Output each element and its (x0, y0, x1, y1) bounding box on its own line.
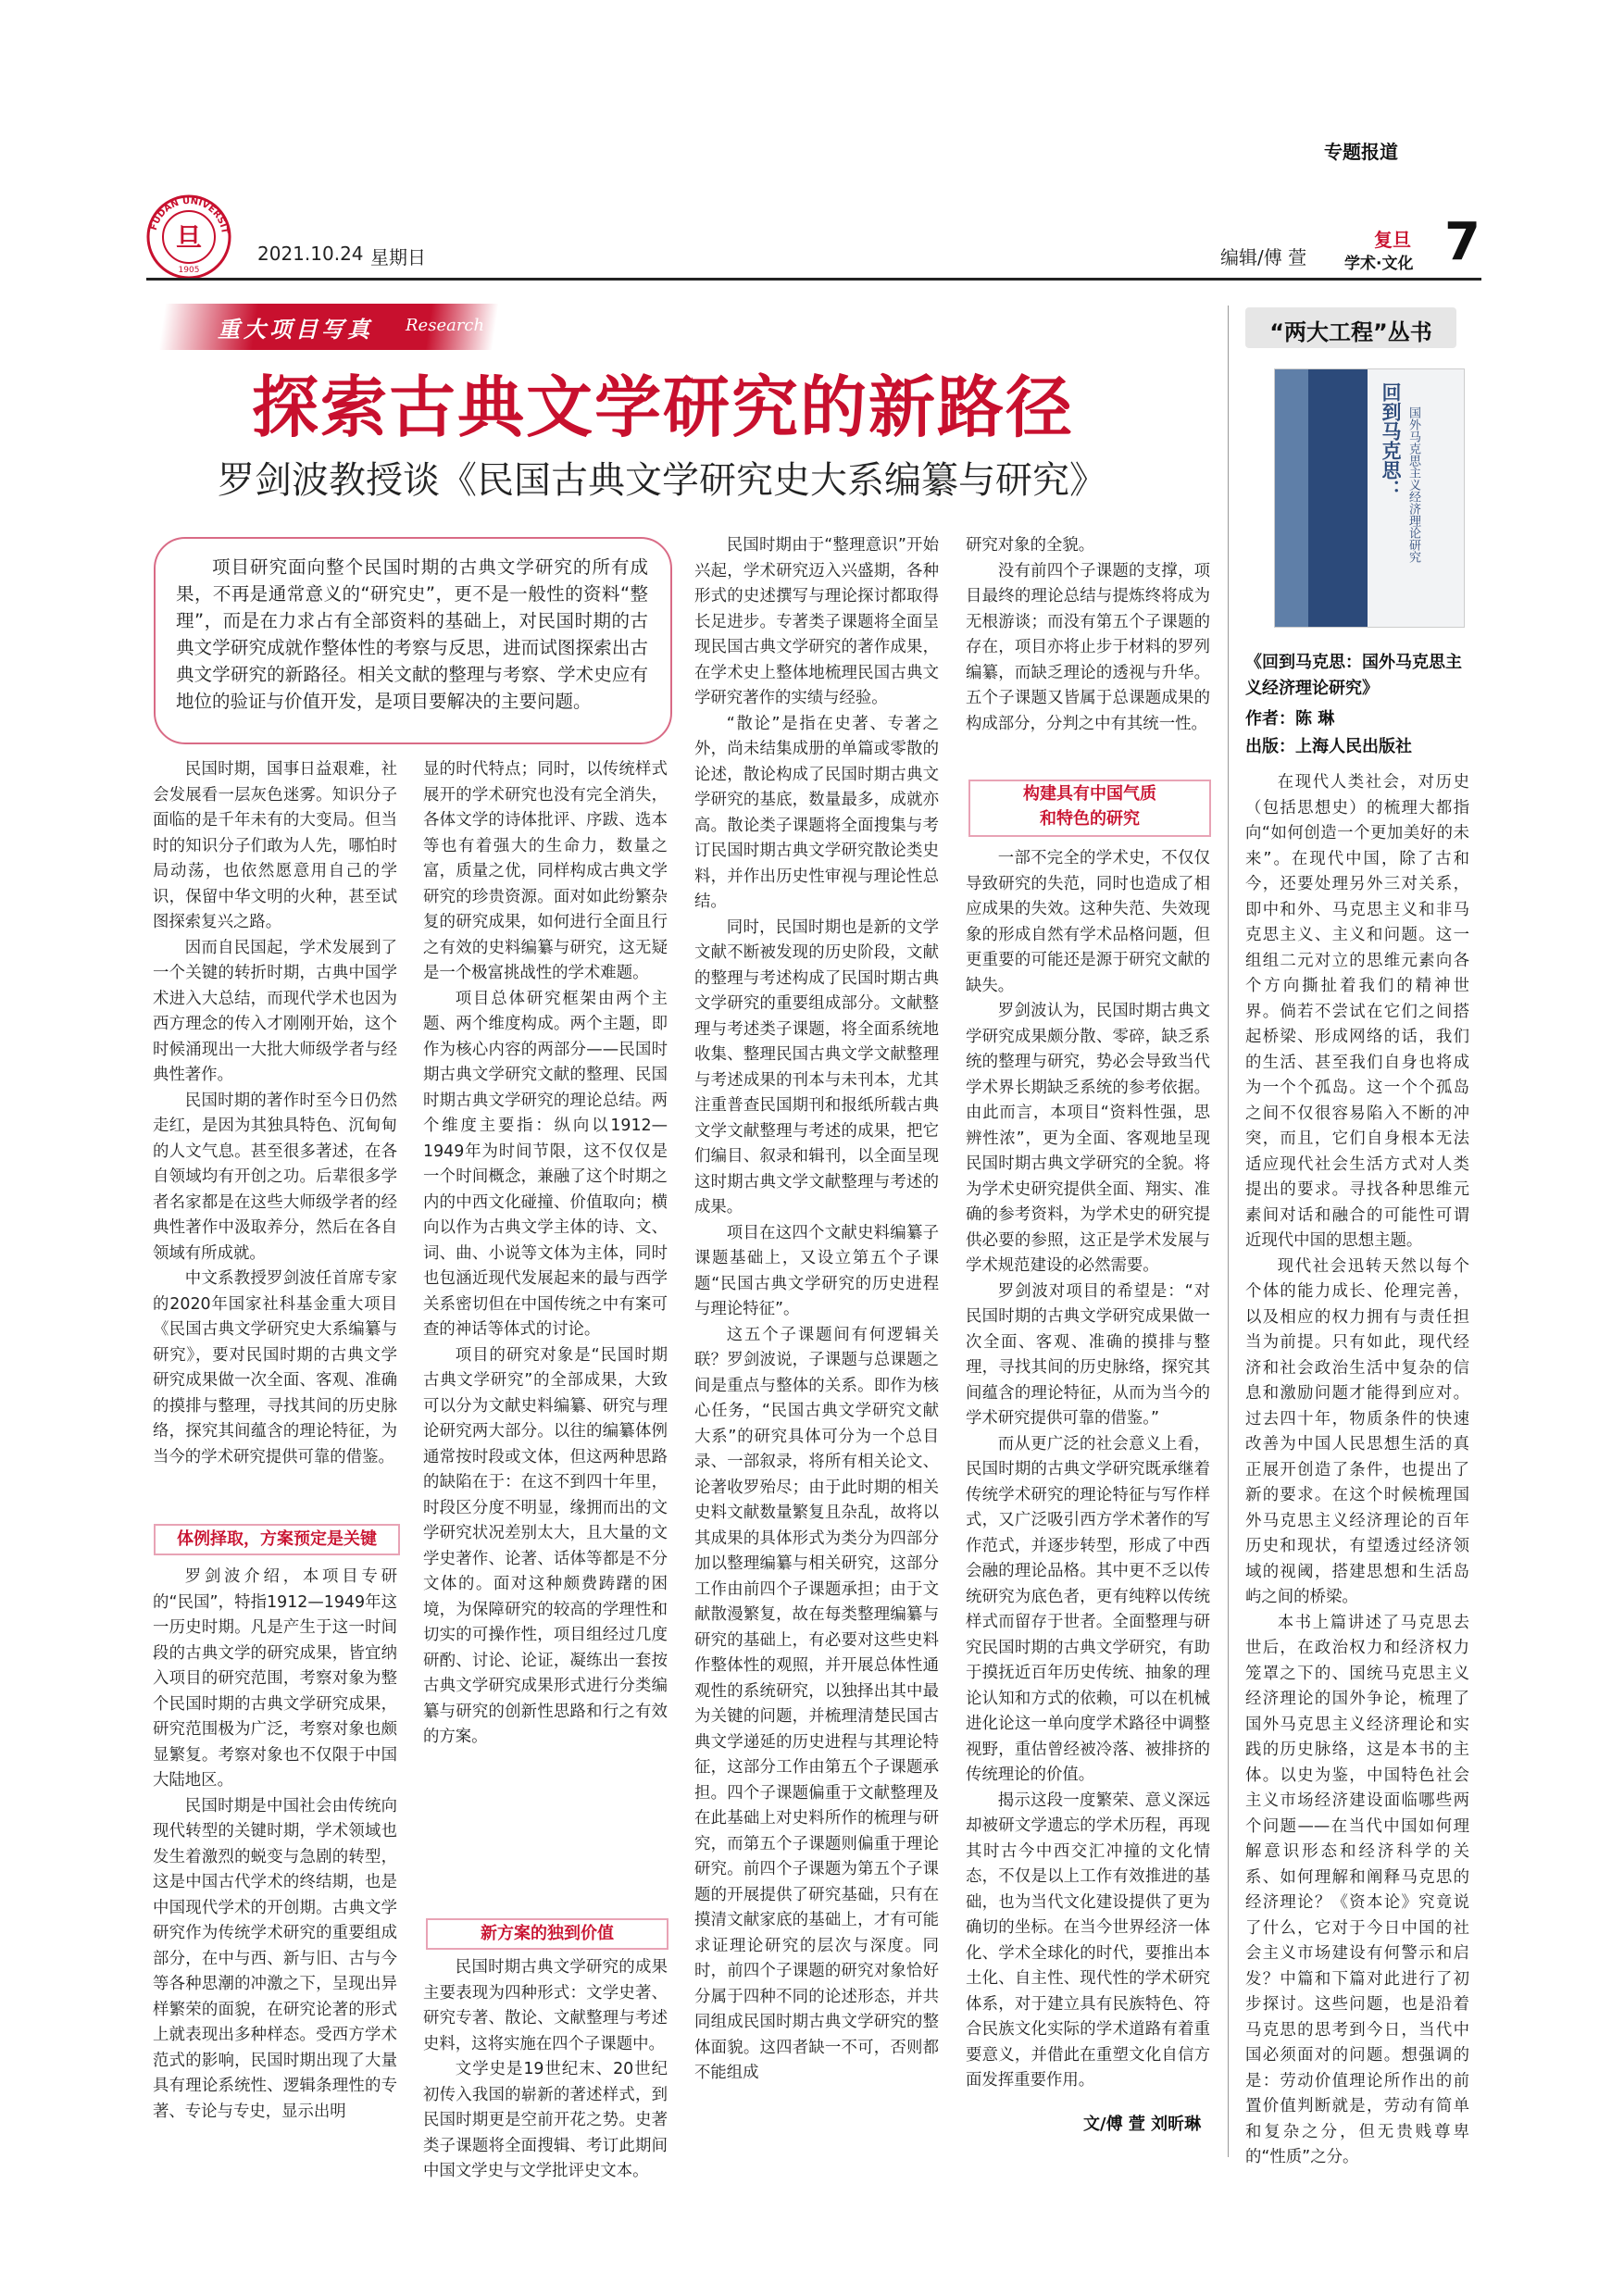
paragraph: 因而自民国起，学术发展到了一个关键的转折时期，古典中国学术进入大总结，而现代学术也因为西方理念的传入才刚刚开始，这个时候涌现出一大批大师级学者与经典性著作。 (153, 938, 397, 1084)
author-credit: 文/傅 萱 刘昕琳 (1083, 2115, 1202, 2134)
paper-name: 复旦 (1374, 229, 1411, 251)
paragraph: 民国时期，国事日益艰难，社会发展看一层灰色迷雾。知识分子面临的是千年未有的大变局。但当时的知识分子们敢为人先，哪怕时局动荡，也依然愿意用自己的学识，保留中华文明的火种，甚至试图探索复兴之路。 (153, 760, 397, 931)
page-number: 7 (1444, 212, 1480, 272)
article-subtitle: 罗剑波教授谈《民国古典文学研究史大系编纂与研究》 (218, 459, 1106, 502)
page-column: 学术·文化 (1344, 255, 1414, 273)
book-cover (1274, 368, 1465, 628)
subheading-3-line2: 和特色的研究 (1040, 809, 1140, 829)
section-label: 专题报道 (1324, 141, 1398, 163)
issue-date: 2021.10.24 (257, 243, 364, 265)
subheading-3 (968, 780, 1211, 837)
subheading-2: 新方案的独到价值 (426, 1918, 668, 1950)
issue-weekday: 星期日 (370, 246, 426, 268)
paragraph: 一部不完全的学术史，不仅仅导致研究的失范，同时也造成了相应成果的失效。这种失范、失效现象的形成自然有学术品格问题，但更重要的可能还是源于研究文献的缺失。 (966, 849, 1210, 995)
column-4-bottom (966, 846, 1210, 2105)
paragraph: 民国时期是中国社会由传统向现代转型的关键时期，学术领域也发生着激烈的蜕变与急剧的转型，这是中国古代学术的终结期，也是中国现代学术的开创期。古典文学研究作为传统学术研究的重要组成部分，在中与西、新与旧、古与今等各种思潮的冲激之下，呈现出异样繁荣的面貌，在研究论著的形式上就表现出多种样态。受西方学术范式的影响，民国时期出现了大量具有理论系统性、逻辑条理性的专著、专论与专史，显示出明 (153, 1796, 397, 2121)
paragraph: 民国时期古典文学研究的成果主要表现为四种形式：文学史著、研究专著、散论、文献整理与考述史料，这将实施在四个子课题中。 (423, 1958, 668, 2053)
abstract-text: 项目研究面向整个民国时期的古典文学研究的所有成果，不再是通常意义的“研究史”，更不是一般性的资料“整理”，而是在力求占有全部资料的基础上，对民国时期的古典文学研究成就作整体性的考察与反思，进而试图探索出古典文学研究的新路径。相关文献的整理与考察、学术史应有地位的验证与价值开发，是项目要解决的主要问题。 (176, 556, 648, 712)
paragraph: 本书上篇讲述了马克思去世后，在政治权力和经济权力笼罩之下的、国统马克思主义经济理论的国外争论，梳理了国外马克思主义经济理论和实践的历史脉络，这是本书的主体。以史为鉴，中国特色社会主义市场经济建设面临哪些两个问题——在当代中国如何理解意识形态和经济科学的关系、如何理解和阐释马克思的经济理论？《资本论》究竟说了什么，它对于今日中国的社会主义市场建设有何警示和启发？中篇和下篇对此进行了初步探讨。这些问题，也是沿着马克思的思考到今日，当代中国必须面对的问题。想强调的是：劳动价值理论所作出的前置价值判断就是，劳动有简单和复杂之分，但无贵贱尊卑的“性质”之分。 (1245, 1613, 1469, 2166)
sidebar-heading: “两大工程”丛书 (1269, 319, 1432, 345)
paragraph: 现代社会迅转天然以每个个体的能力成长、伦理完善，以及相应的权力拥有与责任担当为前提。只有如此，现代经济和社会政治生活中复杂的信息和激励问题才能得到应对。过去四十年，物质条件的快速改善为中国人民思想生活的真正展开创造了条件，也提出了新的要求。在这个时候梳理国外马克思主义经济理论的百年历史和现状，有望透过经济领域的视阈，搭建思想和生活岛屿之间的桥梁。 (1245, 1256, 1469, 1606)
paragraph: 项目总体研究框架由两个主题、两个维度构成。两个主题，即作为核心内容的两部分——民国时期古典文学研究文献的整理、民国时期古典文学研究的理论总结。两个维度主要指：纵向以1912—1949年为时间节限，这不仅仅是一个时间概念，兼融了这个时期之内的中西文化碰撞、价值取向；横向以作为古典文学主体的诗、文、词、曲、小说等文体为主体，同时也包涵近现代发展起来的最与西学关系密切但在中国传统之中有案可查的神话等体式的讨论。 (423, 989, 668, 1339)
paragraph: 而从更广泛的社会意义上看，民国时期的古典文学研究既承继着传统学术研究的理论特征与写作样式，又广泛吸引西方学术著作的写作范式，并逐步转型，形成了中西会融的理论品格。其中更不乏以传统研究为底色者，更有纯粹以传统样式而留存于世者。全面整理与研究民国时期的古典文学研究，有助于摸抚近百年历史传统、抽象的理论认知和方式的依赖，可以在机械进化论这一单向度学术路径中调整视野，重估曾经被冷落、被排挤的传统理论的价值。 (966, 1434, 1210, 1784)
seal-text: FUDAN UNIVERSIT (148, 195, 230, 235)
paragraph: “散论”是指在史著、专著之外，尚未结集成册的单篇或零散的论述，散论构成了民国时期古典文学研究的基底，数量最多，成就亦高。散论类子课题将全面搜集与考订民国时期古典文学研究散论类史料，并作出历史性审视与理论性总结。 (694, 714, 939, 911)
banner-en: Research (406, 316, 485, 335)
paragraph: 揭示这段一度繁荣、意义深远却被研文学遗忘的学术历程，再现其时古今中西交汇冲撞的文化情态，不仅是以上工作有效推进的基础，也为当代文化建设提供了更为确切的坐标。在当今世界经济一体化、学术全球化的时代，要推出本土化、自主性、现代性的学术研究体系，对于建立具有民族特色、符合民族文化实际的学术道路有着重要意义，并借此在重塑文化自信方面发挥重要作用。 (966, 1791, 1210, 2090)
paragraph: 没有前四个子课题的支撑，项目最终的理论总结与提炼终将成为无根游谈；而没有第五个子课题的存在，项目亦将止步于材料的罗列编纂，而缺乏理论的透视与升华。五个子课题又皆属于总课题成果的构成部分，分判之中有其统一性。 (966, 561, 1210, 733)
sidebar-body (1245, 770, 1469, 2166)
paragraph: 民国时期由于“整理意识”开始兴起，学术研究迈入兴盛期，各种形式的史述撰写与理论探讨都取得长足进步。专著类子课题将全面呈现民国古典文学研究的著作成果，在学术史上整体地梳理民国古典文学研究著作的实绩与经验。 (694, 536, 939, 707)
paragraph: 罗剑波认为，民国时期古典文学研究成果颇分散、零碎，缺乏系统的整理与研究，势必会导致当代学术界长期缺乏系统的参考依据。由此而言，本项目“资料性强，思辨性浓”，更为全面、客观地呈现民国时期古典文学研究的全貌。将为学术史研究提供全面、翔实、准确的参考资料，为学术史的研究提供必要的参照，这正是学术发展与学术规范建设的必然需要。 (966, 1002, 1210, 1275)
book-cover-band (1275, 369, 1308, 627)
column-4-top (966, 533, 1210, 792)
column-2-bottom (423, 1955, 668, 2180)
paragraph: 罗剑波介绍，本项目专研的“民国”，特指1912—1949年这一历史时期。凡是产生于这一时间段的古典文学的研究成果，皆宜纳入项目的研究范围，考察对象为整个民国时期的古典文学研究成果，研究范围极为广泛，考察对象也颇显繁复。考察对象也不仅限于中国大陆地区。 (153, 1567, 397, 1790)
paragraph: 文学史是19世纪末、20世纪初传入我国的崭新的著述样式，到民国时期更是空前开花之势。史著类子课题将全面搜辑、考订此期间中国文学史与文学批评史文本。 (423, 2060, 668, 2180)
subheading-3-line1: 构建具有中国气质 (1023, 784, 1156, 804)
book-publisher: 出版：上海人民出版社 (1245, 737, 1412, 756)
paragraph: 研究对象的全貌。 (966, 536, 1095, 555)
editor-credit: 编辑/傅 萱 (1220, 246, 1307, 268)
paragraph: 这五个子课题间有何逻辑关联？罗剑波说，子课题与总课题之间是重点与整体的关系。即作为核心任务，“民国古典文学研究文献大系”的研究具体可分为一个总目录、一部叙录，将所有相关论文、论著收罗殆尽；由于此时期的相关史料文献数量繁复且杂乱，故将以其成果的具体形式为类分为四部分加以整理编纂与相关研究，这部分工作由前四个子课题承担；由于文献散漫繁复，故在每类整理编纂与研究的基础上，有必要对这些史料作整体性的观照，并开展总体性通观性的系统研究，以独择出其中最为关键的问题，并梳理清楚民国古典文学递延的历史进程与其理论特征，这部分工作由第五个子课题承担。四个子课题偏重于文献整理及在此基础上对史料所作的梳理与研究，而第五个子课题则偏重于理论研究。前四个子课题为第五个子课题的开展提供了研究基础，只有在摸清文献家底的基础上，才有可能求证理论研究的层次与深度。同时，前四个子课题的研究对象恰好分属于四种不同的论述形态，并共同组成民国时期古典文学研究的整体面貌。这四者缺一不可，否则都不能组成 (694, 1325, 939, 2082)
book-cover-subtitle: 国外马克思主义经济理论研究 (1406, 406, 1420, 563)
sidebar-divider (1228, 306, 1229, 2157)
seal-mark: 旦 (175, 222, 203, 253)
paragraph: 民国时期的著作时至今日仍然走红，是因为其独具特色、沉甸甸的人文气息。甚至很多著述，在各自领域均有开创之功。后辈很多学者名家都是在这些大师级学者的经典性著作中汲取养分，然后在各自领域有所成就。 (153, 1091, 397, 1263)
book-spine-band (1308, 369, 1368, 627)
paragraph: 显的时代特点；同时，以传统样式展开的学术研究也没有完全消失，各体文学的诗体批评、序跋、选本等也有着强大的生命力，数量之富，质量之优，同样构成古典文学研究的珍贵资源。面对如此纷繁杂复的研究成果，如何进行全面且行之有效的史料编纂与研究，这无疑是一个极富挑战性的学术难题。 (423, 760, 668, 982)
column-3 (694, 533, 939, 2153)
banner-label: 重大项目写真 (218, 316, 373, 343)
article-title: 探索古典文学研究的新路径 (252, 368, 1075, 446)
header-rule (146, 278, 1481, 281)
paragraph: 项目在这四个文献史料编纂子课题基础上，又设立第五个子课题“民国古典文学研究的历史进程与理论特征”。 (694, 1223, 939, 1318)
paragraph: 罗剑波对项目的希望是：“对民国时期的古典文学研究成果做一次全面、客观、准确的摸排与整理，寻找其间的历史脉络，探究其间蕴含的理论特征，从而为当今的学术研究提供可靠的借鉴。” (966, 1281, 1210, 1428)
paragraph: 同时，民国时期也是新的文学文献不断被发现的历史阶段，文献的整理与考述构成了民国时期古典文学研究的重要组成部分。文献整理与考述类子课题，将全面系统地收集、整理民国古典文学文献整理与考述成果的刊本与未刊本，尤其注重普查民国期刊和报纸所载古典文学文献整理与考述的成果，把它们编目、叙录和辑刊，以全面呈现这时期古典文学文献整理与考述的成果。 (694, 917, 939, 1217)
paragraph: 在现代人类社会，对历史（包括思想史）的梳理大都指向“如何创造一个更加美好的未来”。在现代中国，除了古和今，还要处理另外三对关系，即中和外、马克思主义和非马克思主义、主义和问题。这一组组二元对立的思维元素向各个方向撕扯着我们的精神世界。倘若不尝试在它们之间搭起桥梁、形成网络的话，我们的生活、甚至我们自身也将成为一个个孤岛。这一个个孤岛之间不仅很容易陷入不断的冲突，而且，它们自身根本无法适应现代社会生活方式对人类提出的要求。寻找各种思维元素间对话和融合的可能性可谓近现代中国的思想主题。 (1245, 773, 1469, 1250)
seal-year: 1905 (178, 266, 200, 275)
column-1-bottom (153, 1565, 397, 2157)
subheading-1: 体例择取，方案预定是关键 (154, 1524, 400, 1555)
column-2-top (423, 757, 668, 1905)
book-author: 作者：陈 琳 (1245, 709, 1335, 729)
paragraph: 项目的研究对象是“民国时期古典文学研究”的全部成果，大致可以分为文献史料编纂、研究与理论研究两大部分。以往的编纂体例通常按时段或文体，但这两种思路的缺陷在于：在这不到四十年里，时段区分度不明显，缘拥而出的文学研究状况差别太大，且大量的文学史著作、论著、话体等都是不分文体的。面对这种颇费踌躇的困境，为保障研究的较高的学理性和切实的可操作性，项目组经过几度研酌、讨论、论证，凝练出一套按古典文学研究成果形式进行分类编纂与研究的创新性思路和行之有效的方案。 (423, 1345, 668, 1746)
book-title: 《回到马克思：国外马克思主义经济理论研究》 (1245, 653, 1462, 698)
book-cover-title: 回到马克思： (1380, 382, 1403, 499)
university-seal (146, 194, 231, 280)
paragraph: 中文系教授罗剑波任首席专家的2020年国家社科基金重大项目《民国古典文学研究史大系编纂与研究》，要对民国时期的古典文学研究成果做一次全面、客观、准确的摸排与整理，寻找其间的历史脉络，探究其间蕴含的理论特征，为当今的学术研究提供可靠的借鉴。 (153, 1269, 397, 1466)
